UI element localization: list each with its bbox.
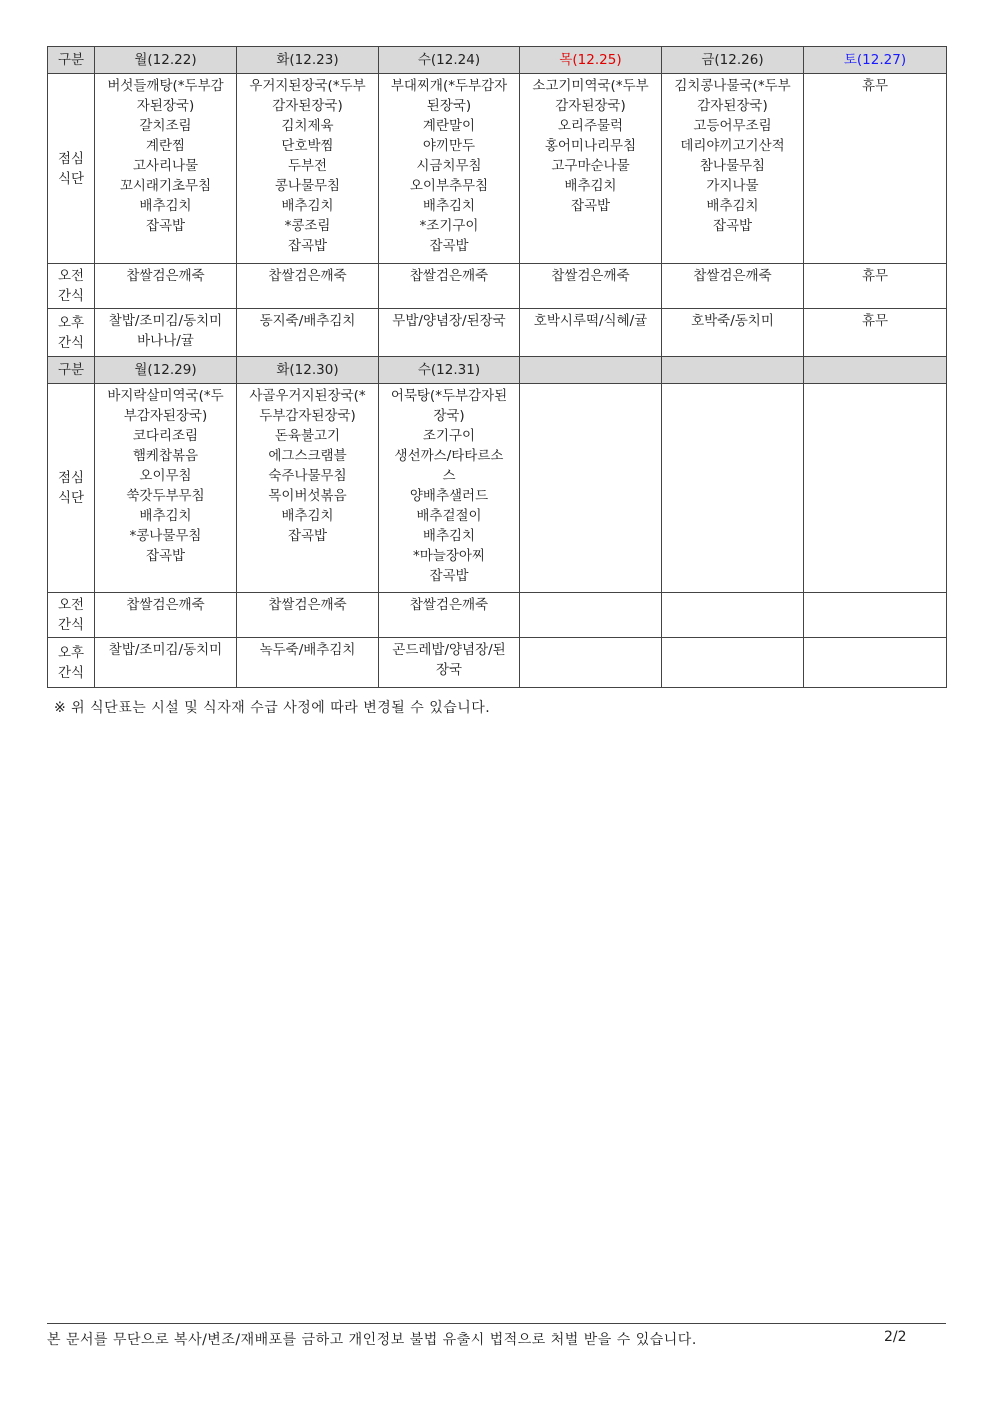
- day-header: 수(12.31): [379, 357, 520, 384]
- row-label-pm-snack: 오후 간식: [48, 638, 95, 688]
- pm-snack-cell: [520, 309, 662, 357]
- menu-item: 우거지된장국(*두부: [249, 78, 366, 94]
- lunch-cell: [804, 74, 947, 264]
- menu-item: 오이부추무침: [409, 178, 489, 194]
- pm-snack-cell: [662, 309, 804, 357]
- menu-item: *콩나물무침: [129, 528, 202, 544]
- menu-item: 데리야끼고기산적: [680, 138, 785, 154]
- menu-item: 가지나물: [706, 178, 759, 194]
- menu-item: 배추김치: [422, 198, 476, 214]
- row-label-am-snack: 오전 간식: [48, 593, 95, 638]
- day-header-holiday: 목(12.25): [520, 47, 662, 74]
- menu-item: 배추겉절이: [416, 508, 482, 524]
- pm-snack-cell: [379, 638, 520, 688]
- lunch-cell: [237, 74, 379, 264]
- row-label-pm-snack: 오후 간식: [48, 309, 95, 357]
- menu-item: 무밥/양념장/된장국: [392, 313, 506, 329]
- menu-item: 부감자된장국): [123, 408, 208, 424]
- menu-item: 어묵탕(*두부감자된: [390, 388, 508, 404]
- empty-cell: [520, 357, 662, 384]
- menu-item: 고등어무조림: [693, 118, 772, 134]
- menu-item: 장국: [435, 662, 463, 678]
- menu-item: 고사리나물: [132, 158, 199, 174]
- menu-item: 콩나물무침: [274, 178, 341, 194]
- am-snack-cell: 찹쌀검은깨죽: [520, 264, 662, 309]
- menu-item: 에그스크램블: [268, 448, 347, 464]
- empty-cell: [662, 357, 804, 384]
- menu-item: 배추김치: [281, 198, 334, 214]
- menu-item: 감자된장국): [272, 98, 343, 114]
- menu-item: 잡곡밥: [712, 218, 753, 234]
- week1-lunch-row: [48, 74, 947, 264]
- menu-item: 야끼만두: [422, 138, 476, 154]
- row-label-lunch: 점심 식단: [48, 384, 95, 593]
- am-snack-cell: 휴무: [804, 264, 947, 309]
- day-header-saturday: 토(12.27): [804, 47, 947, 74]
- menu-item: 자된장국): [136, 98, 195, 114]
- menu-item: 잡곡밥: [145, 218, 186, 234]
- menu-item: 계란찜: [145, 138, 186, 154]
- menu-item: 참나물무침: [699, 158, 766, 174]
- menu-item: 돈육불고기: [274, 428, 341, 444]
- menu-item: 잡곡밥: [429, 238, 469, 254]
- am-snack-cell: 찹쌀검은깨죽: [237, 264, 379, 309]
- menu-item: 잡곡밥: [287, 528, 328, 544]
- menu-item: 호박시루떡/식혜/귤: [533, 313, 648, 329]
- menu-item: 단호박찜: [281, 138, 334, 154]
- header-label: 구분: [48, 47, 95, 74]
- menu-item: 휴무: [861, 313, 889, 329]
- menu-item: 생선까스/타타르소: [394, 448, 504, 464]
- week2-pm-snack-row: [48, 638, 947, 688]
- week2-am-snack-row: [48, 593, 947, 638]
- header-label: 구분: [48, 357, 95, 384]
- menu-item: 찰밥/조미김/동치미: [108, 642, 223, 658]
- week2-header-row: [48, 357, 947, 384]
- day-header: 월(12.22): [95, 47, 237, 74]
- menu-item: 부대찌개(*두부감자: [390, 78, 508, 94]
- lunch-cell: [379, 74, 520, 264]
- menu-item: 배추김치: [706, 198, 759, 214]
- menu-item: 두부전: [287, 158, 328, 174]
- lunch-cell: [95, 74, 237, 264]
- menu-item: 바지락살미역국(*두: [107, 388, 224, 404]
- menu-item: 홍어미나리무침: [544, 138, 637, 154]
- pm-snack-cell: [804, 309, 947, 357]
- am-snack-cell: 찹쌀검은깨죽: [237, 593, 379, 638]
- menu-item: 잡곡밥: [145, 548, 186, 564]
- menu-item: 배추김치: [564, 178, 617, 194]
- menu-item: 오이무침: [139, 468, 192, 484]
- menu-item: 배추김치: [139, 198, 192, 214]
- menu-item: 장국): [433, 408, 465, 424]
- menu-item: 휴무: [861, 78, 889, 94]
- menu-item: 바나나/귤: [137, 333, 194, 349]
- menu-item: 감자된장국): [697, 98, 768, 114]
- pm-snack-cell: [95, 309, 237, 357]
- menu-item: 쑥갓두부무침: [126, 488, 205, 504]
- menu-item: *조기구이: [419, 218, 479, 234]
- menu-item: 잡곡밥: [429, 568, 469, 584]
- week2-lunch-row: [48, 384, 947, 593]
- week1-am-snack-row: [48, 264, 947, 309]
- menu-item: 김치제육: [281, 118, 334, 134]
- footer-divider: [47, 1323, 946, 1324]
- empty-cell: [804, 593, 947, 638]
- menu-item: 녹두죽/배추김치: [259, 642, 356, 658]
- menu-item: 소고기미역국(*두부: [532, 78, 649, 94]
- menu-item: 곤드레밥/양념장/된: [392, 642, 506, 658]
- am-snack-cell: 찹쌀검은깨죽: [95, 264, 237, 309]
- am-snack-cell: 찹쌀검은깨죽: [662, 264, 804, 309]
- menu-item: 배추김치: [422, 528, 476, 544]
- copyright-notice: 본 문서를 무단으로 복사/변조/재배포를 금하고 개인정보 불법 유출시 법적으로 처벌 받을 수 있습니다.: [47, 1332, 697, 1348]
- page-number: 2/2: [884, 1329, 907, 1345]
- menu-item: 배추김치: [139, 508, 192, 524]
- empty-cell: [520, 638, 662, 688]
- empty-cell: [662, 593, 804, 638]
- menu-item: 동지죽/배추김치: [259, 313, 356, 329]
- empty-cell: [804, 384, 947, 593]
- menu-item: 사골우거지된장국(*: [249, 388, 366, 404]
- menu-item: 양배추샐러드: [409, 488, 489, 504]
- row-label-lunch: 점심 식단: [48, 74, 95, 264]
- empty-cell: [520, 593, 662, 638]
- lunch-cell: [662, 74, 804, 264]
- day-header: 월(12.29): [95, 357, 237, 384]
- empty-cell: [804, 357, 947, 384]
- pm-snack-cell: [379, 309, 520, 357]
- day-header: 수(12.24): [379, 47, 520, 74]
- menu-item: 조기구이: [422, 428, 476, 444]
- menu-item: 호박죽/동치미: [691, 313, 774, 329]
- empty-cell: [662, 638, 804, 688]
- menu-item: 잡곡밥: [570, 198, 611, 214]
- menu-item: 김치콩나물국(*두부: [674, 78, 791, 94]
- empty-cell: [520, 384, 662, 593]
- menu-item: *마늘장아찌: [413, 548, 485, 564]
- am-snack-cell: 찹쌀검은깨죽: [95, 593, 237, 638]
- day-header: 화(12.23): [237, 47, 379, 74]
- lunch-cell: [237, 384, 379, 593]
- menu-item: 꼬시래기초무침: [119, 178, 212, 194]
- pm-snack-cell: [237, 638, 379, 688]
- day-header: 화(12.30): [237, 357, 379, 384]
- week1-pm-snack-row: [48, 309, 947, 357]
- menu-item: *콩조림: [284, 218, 331, 234]
- lunch-cell: [95, 384, 237, 593]
- menu-item: 고구마순나물: [551, 158, 630, 174]
- menu-item: 시금치무침: [416, 158, 482, 174]
- menu-item: 된장국): [426, 98, 472, 114]
- menu-item: 오리주물럭: [557, 118, 624, 134]
- menu-item: 계란말이: [422, 118, 476, 134]
- menu-item: 감자된장국): [555, 98, 626, 114]
- menu-item: 잡곡밥: [287, 238, 328, 254]
- day-header: 금(12.26): [662, 47, 804, 74]
- menu-item: 배추김치: [281, 508, 334, 524]
- menu-item: 목이버섯볶음: [268, 488, 347, 504]
- menu-item: 스: [442, 468, 456, 484]
- lunch-cell: [520, 74, 662, 264]
- am-snack-cell: 찹쌀검은깨죽: [379, 593, 520, 638]
- empty-cell: [662, 384, 804, 593]
- menu-item: 갈치조림: [139, 118, 192, 134]
- am-snack-cell: 찹쌀검은깨죽: [379, 264, 520, 309]
- menu-item: 숙주나물무침: [268, 468, 347, 484]
- menu-item: 코다리조림: [132, 428, 199, 444]
- menu-item: 두부감자된장국): [259, 408, 356, 424]
- menu-item: 찰밥/조미김/동치미: [108, 313, 223, 329]
- lunch-cell: [379, 384, 520, 593]
- pm-snack-cell: [95, 638, 237, 688]
- menu-change-notice: ※ 위 식단표는 시설 및 식자재 수급 사정에 따라 변경될 수 있습니다.: [54, 700, 491, 716]
- menu-item: 햄케찹볶음: [132, 448, 199, 464]
- empty-cell: [804, 638, 947, 688]
- meal-menu-table: [47, 46, 947, 688]
- pm-snack-cell: [237, 309, 379, 357]
- row-label-am-snack: 오전 간식: [48, 264, 95, 309]
- menu-item: 버섯들깨탕(*두부감: [107, 78, 224, 94]
- week1-header-row: [48, 47, 947, 74]
